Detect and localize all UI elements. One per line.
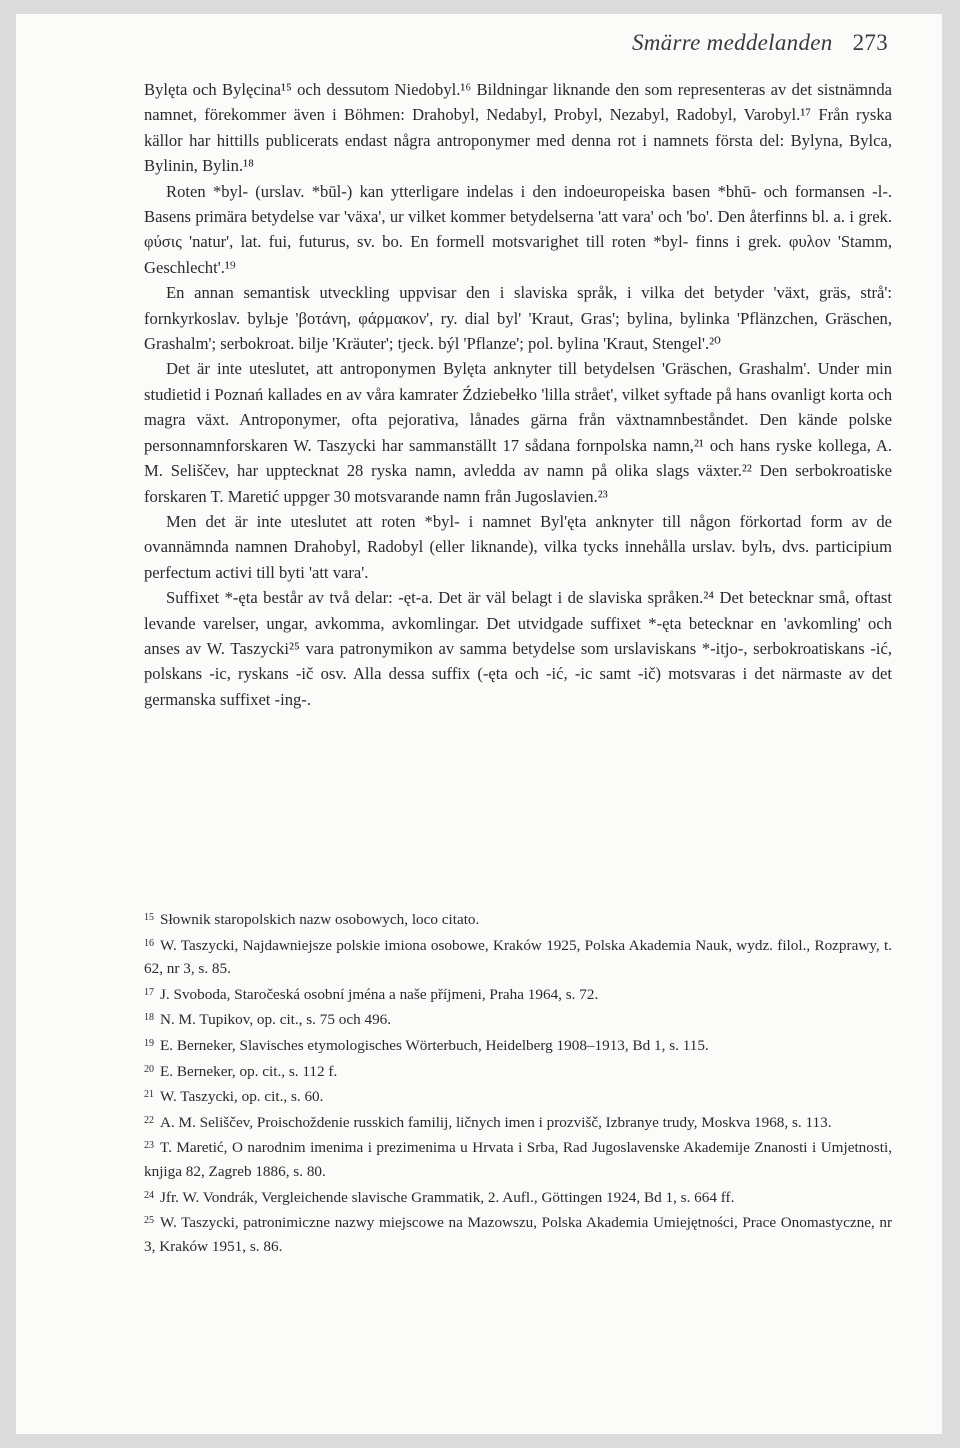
footnote <box>144 1083 892 1109</box>
footnote <box>144 1134 892 1183</box>
footnote-text: J. Svoboda, Staročeská osobní jména a naše příjmeni, Praha 1964, s. 72. <box>160 985 599 1003</box>
running-title: Smärre meddelanden <box>631 30 833 55</box>
footnote-text: Jfr. W. Vondrák, Vergleichende slavische Grammatik, 2. Aufl., Göttingen 1924, Bd 1, s. 664 ff. <box>160 1188 735 1206</box>
footnote <box>144 981 892 1007</box>
footnote <box>144 1058 892 1084</box>
footnote-text: N. M. Tupikov, op. cit., s. 75 och 496. <box>160 1011 392 1029</box>
footnote-number: 20 <box>144 1063 154 1075</box>
footnote <box>144 1109 892 1135</box>
footnote-number: 25 <box>144 1215 154 1227</box>
paragraph-1: Bylęta och Bylęcina¹⁵ och dessutom Niedobyl.¹⁶ Bildningar liknande den som representeras av det sistnämnda namnet, förekommer även i Böhmen: Drahobyl, Nedabyl, Probyl, Nezabyl, Radobyl, Varobyl.¹⁷ Från ryska källor har hittills publicerats endast några antroponymer med denna rot i namnets första del: Bylyna, Bylca, Bylinin, Bylin.¹⁸ <box>144 80 892 176</box>
footnote-text: Słownik staropolskich nazw osobowych, loco citato. <box>160 911 480 928</box>
paragraph-2: Roten *byl- (urslav. *būl-) kan ytterligare indelas i den indoeuropeiska basen *bhū- och formansen -l-. Basens primära betydelse var 'växa', ur vilket kommer betydelserna 'att vara' och 'bo'. Den återfinns bl. a. i grek. φύσις 'natur', lat. fui, futurus, sv. bo. En formell motsvarighet till roten *byl- finns i grek. φυλον 'Stamm, Geschlecht'.¹⁹ <box>144 181 892 277</box>
page-number: 273 <box>852 30 888 55</box>
footnote-text: W. Taszycki, op. cit., s. 60. <box>160 1088 324 1106</box>
footnotes <box>144 906 892 1258</box>
footnote <box>144 906 892 932</box>
footnote-text: E. Berneker, op. cit., s. 112 f. <box>160 1062 338 1080</box>
footnote-number: 15 <box>144 912 154 923</box>
paragraph-3: En annan semantisk utveckling uppvisar den i slaviska språk, i vilka det betyder 'växt, gräs, strå': fornkyrkoslav. bylьje 'βοτάνη, φάρμακον', ry. dial byl' 'Kraut, Gras'; bylina, bylinka 'Pflänzchen, Gräschen, Grashalm'; serbokroat. bilje 'Kräuter'; tjeck. býl 'Pflanze'; pol. bylina 'Kraut, Stengel'.²⁰ <box>144 283 892 354</box>
footnote <box>144 1032 892 1058</box>
footnote <box>144 1184 892 1210</box>
running-header <box>632 30 888 56</box>
footnote-text: W. Taszycki, Najdawniejsze polskie imiona osobowe, Kraków 1925, Polska Akademia Nauk, wydz. filol., Rozprawy, t. 62, nr 3, s. 85. <box>144 936 892 978</box>
footnote <box>144 1209 892 1258</box>
paragraph-5: Men det är inte uteslutet att roten *byl- i namnet Byl'ęta anknyter till någon förkortad form av de ovannämnda namnen Drahobyl, Radobyl (eller liknande), vilka tycks innehålla urslav. bylъ, dvs. participium perfectum activi till byti 'att vara'. <box>144 511 892 582</box>
body-text <box>144 77 892 712</box>
footnote-text: W. Taszycki, patronimiczne nazwy miejscowe na Mazowszu, Polska Akademia Umiejętności, Prace Onomastyczne, nr 3, Kraków 1951, s. 86. <box>144 1214 892 1255</box>
footnote-number: 17 <box>144 986 154 998</box>
footnote-text: T. Maretić, O narodnim imenima i prezimenima u Hrvata i Srba, Rad Jugoslavenske Akademije Znanosti i Umjetnosti, knjiga 82, Zagreb 1886, s. 80. <box>144 1139 892 1180</box>
footnote-number: 18 <box>144 1012 154 1024</box>
paragraph-6: Suffixet *-ęta består av två delar: -ęt-a. Det är väl belagt i de slaviska språken.²⁴ Det betecknar små, oftast levande varelser, ungar, avkomma, avkomlingar. Det utvidgade suffixet *-ęta betecknar en 'avkomling' och anses av W. Taszycki²⁵ vara patronymikon av samma betydelse som urslaviskans *-itjo-, serbokroatiskans -ić, polskans -ic, ryskans -ič osv. Alla dessa suffix (-ęta och -ić, -ic samt -ič) motsvaras i det närmaste av det germanska suffixet -ing-. <box>144 588 892 709</box>
page <box>16 14 942 1434</box>
footnote <box>144 1006 892 1032</box>
footnote-text: A. M. Seliščev, Proischoždenie russkich familij, ličnych imen i prozvišč, Izbranye trudy, Moskva 1968, s. 113. <box>160 1113 832 1131</box>
footnote <box>144 932 892 981</box>
footnote-text: E. Berneker, Slavisches etymologisches Wörterbuch, Heidelberg 1908–1913, Bd 1, s. 115. <box>160 1036 709 1054</box>
footnote-number: 21 <box>144 1089 154 1101</box>
footnote-number: 22 <box>144 1114 154 1126</box>
footnote-number: 23 <box>144 1140 154 1152</box>
footnote-number: 16 <box>144 937 154 949</box>
footnote-number: 19 <box>144 1037 154 1049</box>
footnote-number: 24 <box>144 1189 154 1201</box>
paragraph-4: Det är inte uteslutet, att antroponymen Bylęta anknyter till betydelsen 'Gräschen, Grashalm'. Under min studietid i Poznań kallades en av våra kamrater Ździebełko 'lilla strået', vilket syftade på hans ovanligt korta och magra växt. Antroponymer, ofta pejorativa, lånades gärna från växtnamnbeståndet. Den kände polske personnamnforskaren W. Taszycki har sammanställt 17 sådana fornpolska namn,²¹ och hans ryske kollega, A. M. Seliščev, har upptecknat 28 ryska namn, avledda av namn på olika slags växter.²² Den serbokroatiske forskaren T. Maretić uppger 30 motsvarande namn från Jugoslavien.²³ <box>144 359 892 506</box>
